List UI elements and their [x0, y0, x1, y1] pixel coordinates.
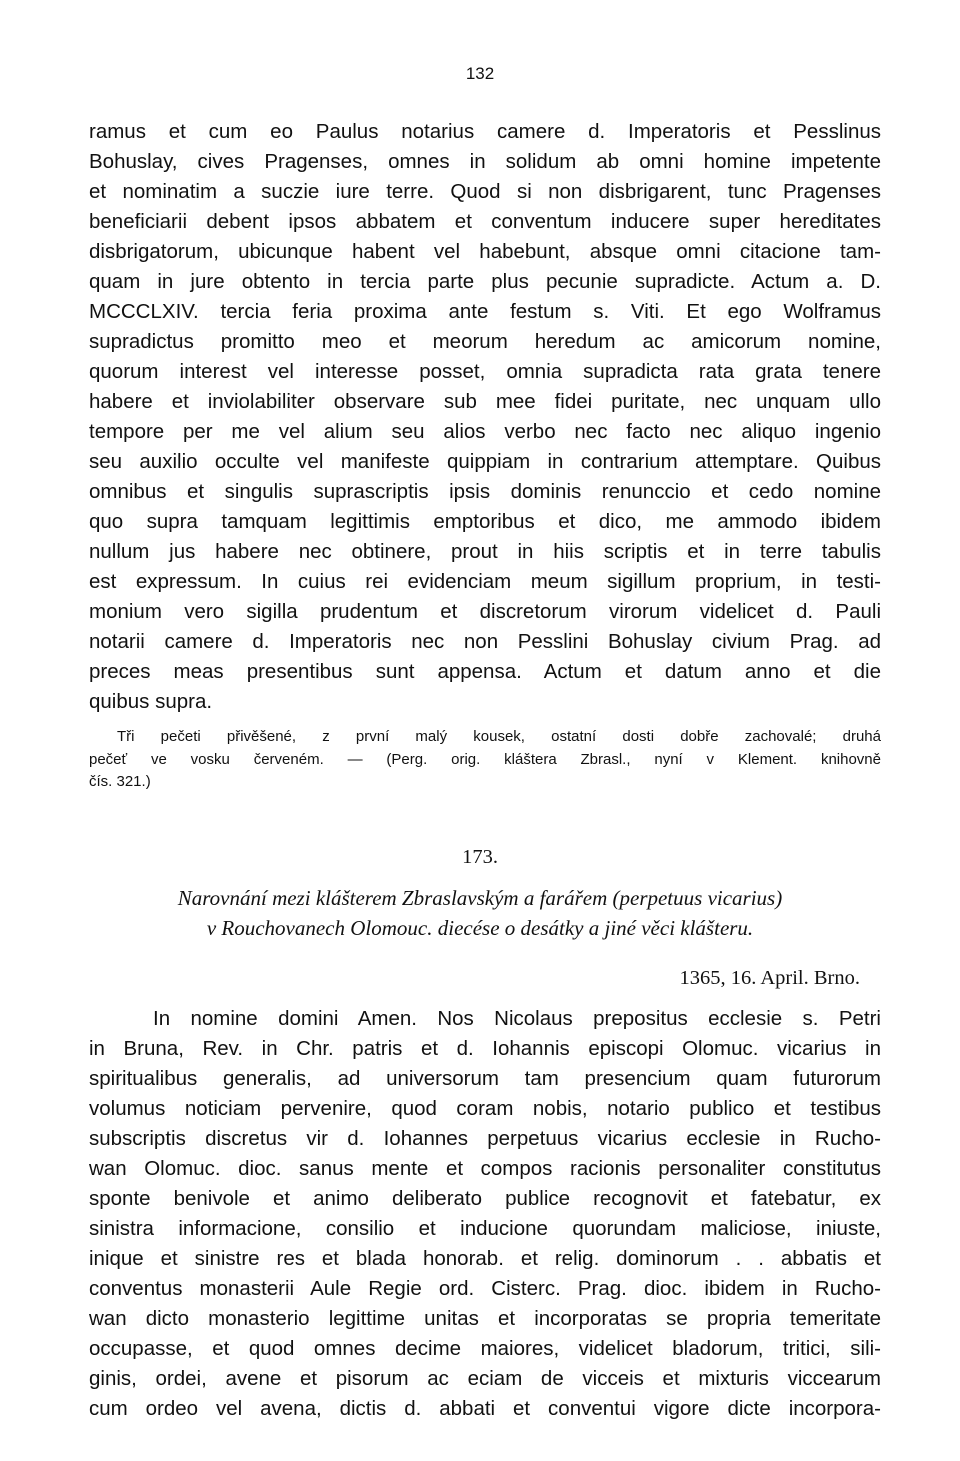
text-line: seu auxilio occulte vel manifeste quippiam in contrarium attemptare. Quibus	[89, 450, 881, 473]
text-line: ginis, ordei, avene et pisorum ac eciam de vicceis et mixturis viccearum	[89, 1367, 881, 1390]
text-line: omnibus et singulis suprascriptis ipsis dominis renunccio et cedo nomine	[89, 480, 881, 503]
text-line: In nomine domini Amen. Nos Nicolaus prepositus ecclesie s. Petri	[153, 1007, 881, 1030]
text-line: sinistra informacione, consilio et inducione quorundam maliciose, iniuste,	[89, 1217, 881, 1240]
text-line: wan Olomuc. dioc. sanus mente et compos racionis personaliter constitutus	[89, 1157, 881, 1180]
text-line: nullum jus habere nec obtinere, prout in hiis scriptis et in terre tabulis	[89, 540, 881, 563]
text-line: quorum interest vel interesse posset, omnia supradicta rata grata tenere	[89, 360, 881, 383]
text-line: notarii camere d. Imperatoris nec non Pesslini Bohuslay civium Prag. ad	[89, 630, 881, 653]
text-line: inique et sinistre res et blada honorab. et relig. dominorum . . abbatis et	[89, 1247, 881, 1270]
text-line: disbrigatorum, ubicunque habent vel habebunt, absque omni citacione tam-	[89, 240, 881, 263]
text-line: volumus noticiam pervenire, quod coram nobis, notario publico et testibus	[89, 1097, 881, 1120]
text-line: quibus supra.	[89, 690, 213, 713]
text-line: occupasse, et quod omnes decime maiores, videlicet bladorum, tritici, sili-	[89, 1337, 881, 1360]
text-line: quo supra tamquam legittimis emptoribus et dico, me ammodo ibidem	[89, 510, 881, 533]
text-line: et nominatim a suczie iure terre. Quod si non disbrigarent, tunc Pragenses	[89, 180, 881, 203]
text-line: supradictus promitto meo et meorum heredum ac amicorum nomine,	[89, 330, 881, 353]
dateline: 1365, 16. April. Brno.	[679, 967, 860, 989]
text-line: sponte benivole et animo deliberato publice recognovit et fatebatur, ex	[89, 1187, 881, 1210]
text-line: subscriptis discretus vir d. Iohannes perpetuus vicarius ecclesie in Rucho-	[89, 1127, 881, 1150]
text-line: habere et inviolabiliter observare sub mee fidei puritate, nec unquam ullo	[89, 390, 881, 413]
editorial-note	[89, 726, 881, 794]
body-paragraph	[89, 1004, 881, 1424]
text-line: Bohuslay, cives Pragenses, omnes in solidum ab omni homine impetente	[89, 150, 881, 173]
page-number: 132	[465, 64, 495, 83]
text-line: MCCCLXIV. tercia feria proxima ante festum s. Viti. Et ego Wolframus	[89, 300, 881, 323]
text-line: tempore per me vel alium seu alios verbo nec facto nec aliquo ingenio	[89, 420, 881, 443]
text-line: preces meas presentibus sunt appensa. Actum et datum anno et die	[89, 660, 881, 683]
text-line: conventus monasterii Aule Regie ord. Cisterc. Prag. dioc. ibidem in Rucho-	[89, 1277, 881, 1300]
text-line: est expressum. In cuius rei evidenciam meum sigillum proprium, in testi-	[89, 570, 881, 593]
title-line: v Rouchovanech Olomouc. diecése o desátky a jiné věci klášteru.	[206, 916, 754, 940]
note-line: pečeť ve vosku červeném. — (Perg. orig. kláštera Zbrasl., nyní v Klement. knihovně	[89, 750, 881, 768]
text-line: wan dicto monasterio legittime unitas et incorporatas se propria temeritate	[89, 1307, 881, 1330]
title-line: Narovnání mezi klášterem Zbraslavským a farářem (perpetuus vicarius)	[177, 886, 783, 910]
text-line: spiritualibus generalis, ad universorum tam presencium quam futurorum	[89, 1067, 881, 1090]
text-line: in Bruna, Rev. in Chr. patris et d. Iohannis episcopi Olomuc. vicarius in	[89, 1037, 881, 1060]
note-line: Tři pečeti přivěšené, z první malý kousek, ostatní dosti dobře zachovalé; druhá	[117, 728, 881, 745]
continuation-paragraph	[89, 117, 881, 717]
note-line: čís. 321.)	[89, 773, 151, 790]
text-line: cum ordeo vel avena, dictis d. abbati et conventui vigore dicte incorpora-	[89, 1397, 881, 1420]
text-line: quam in jure obtento in tercia parte plus pecunie supradicte. Actum a. D.	[89, 270, 881, 293]
document-title	[0, 883, 960, 943]
document-number: 173.	[462, 846, 498, 868]
text-line: ramus et cum eo Paulus notarius camere d. Imperatoris et Pesslinus	[89, 120, 881, 143]
text-line: beneficiarii debent ipsos abbatem et conventum inducere super hereditates	[89, 210, 881, 233]
text-line: monium vero sigilla prudentum et discretorum virorum videlicet d. Pauli	[89, 600, 881, 623]
